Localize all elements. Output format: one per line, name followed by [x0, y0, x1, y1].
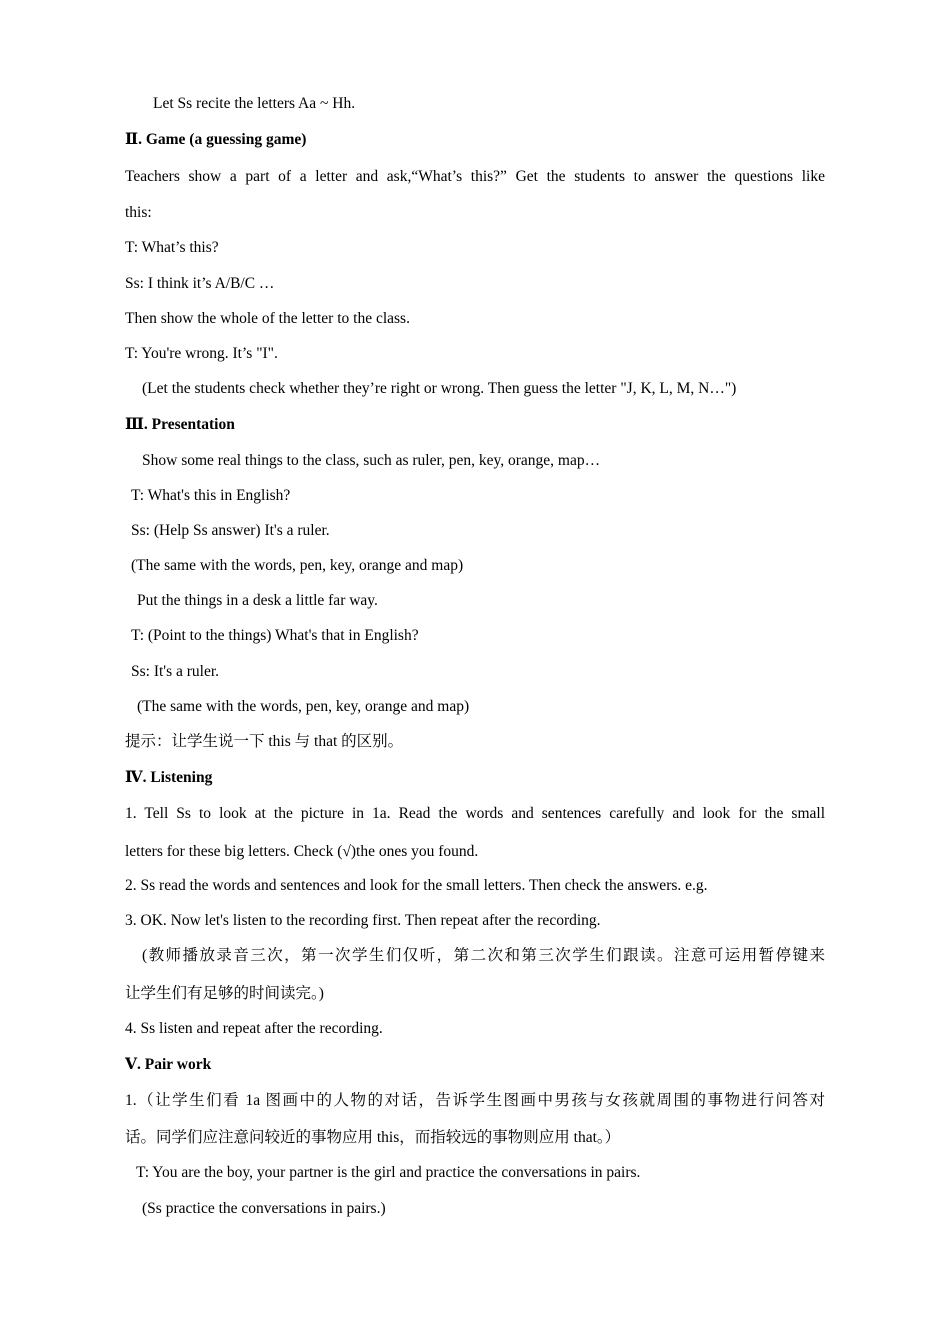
section-heading-pair-work: Ⅴ. Pair work: [125, 1056, 212, 1073]
text-line: (Ss practice the conversations in pairs.): [142, 1200, 386, 1217]
text-line: Ss: It's a ruler.: [131, 663, 220, 680]
text-line: 2. Ss read the words and sentences and look for the small letters. Then check the answers. e.g.: [125, 877, 708, 894]
text-line: 提示：让学生说一下 this 与 that 的区别。: [125, 733, 404, 750]
text-line: T: What’s this?: [125, 239, 219, 256]
section-heading-game: Ⅱ. Game (a guessing game): [125, 131, 307, 148]
text-line: this:: [125, 204, 152, 221]
text-line: Show some real things to the class, such as ruler, pen, key, orange, map…: [142, 452, 601, 469]
text-line: (Let the students check whether they’re right or wrong. Then guess the letter "J, K, L, M, N…"): [142, 380, 737, 397]
text-line: Then show the whole of the letter to the class.: [125, 310, 410, 327]
text-line: (教师播放录音三次，第一次学生们仅听，第二次和第三次学生们跟读。注意可运用暂停键来: [142, 947, 825, 964]
text-line: Ss: (Help Ss answer) It's a ruler.: [131, 522, 330, 539]
text-line: Ss: I think it’s A/B/C …: [125, 275, 275, 292]
text-line: Teachers show a part of a letter and ask,“What’s this?” Get the students to answer the questions like: [125, 168, 825, 185]
text-line: 4. Ss listen and repeat after the recording.: [125, 1020, 383, 1037]
text-line: 1.（让学生们看 1a 图画中的人物的对话，告诉学生图画中男孩与女孩就周围的事物进行问答对: [125, 1092, 825, 1109]
text-line: 话。同学们应注意问较近的事物应用 this，而指较远的事物则应用 that。）: [125, 1129, 621, 1146]
text-line: (The same with the words, pen, key, orange and map): [137, 698, 470, 715]
section-heading-listening: Ⅳ. Listening: [125, 769, 213, 786]
text-line: 1. Tell Ss to look at the picture in 1a. Read the words and sentences carefully and look for the small: [125, 805, 825, 822]
text-line: T: (Point to the things) What's that in English?: [131, 627, 419, 644]
text-line: T: You're wrong. It’s "I".: [125, 345, 278, 362]
text-line: T: You are the boy, your partner is the girl and practice the conversations in pairs.: [136, 1164, 641, 1181]
text-line: 3. OK. Now let's listen to the recording first. Then repeat after the recording.: [125, 912, 601, 929]
section-heading-presentation: Ⅲ. Presentation: [125, 416, 235, 433]
text-line: letters for these big letters. Check (√)the ones you found.: [125, 843, 479, 860]
text-line: T: What's this in English?: [131, 487, 291, 504]
text-line: 让学生们有足够的时间读完。): [125, 985, 324, 1002]
text-line: Put the things in a desk a little far way.: [137, 592, 378, 609]
text-line: Let Ss recite the letters Aa ~ Hh.: [153, 95, 356, 112]
text-line: (The same with the words, pen, key, orange and map): [131, 557, 464, 574]
